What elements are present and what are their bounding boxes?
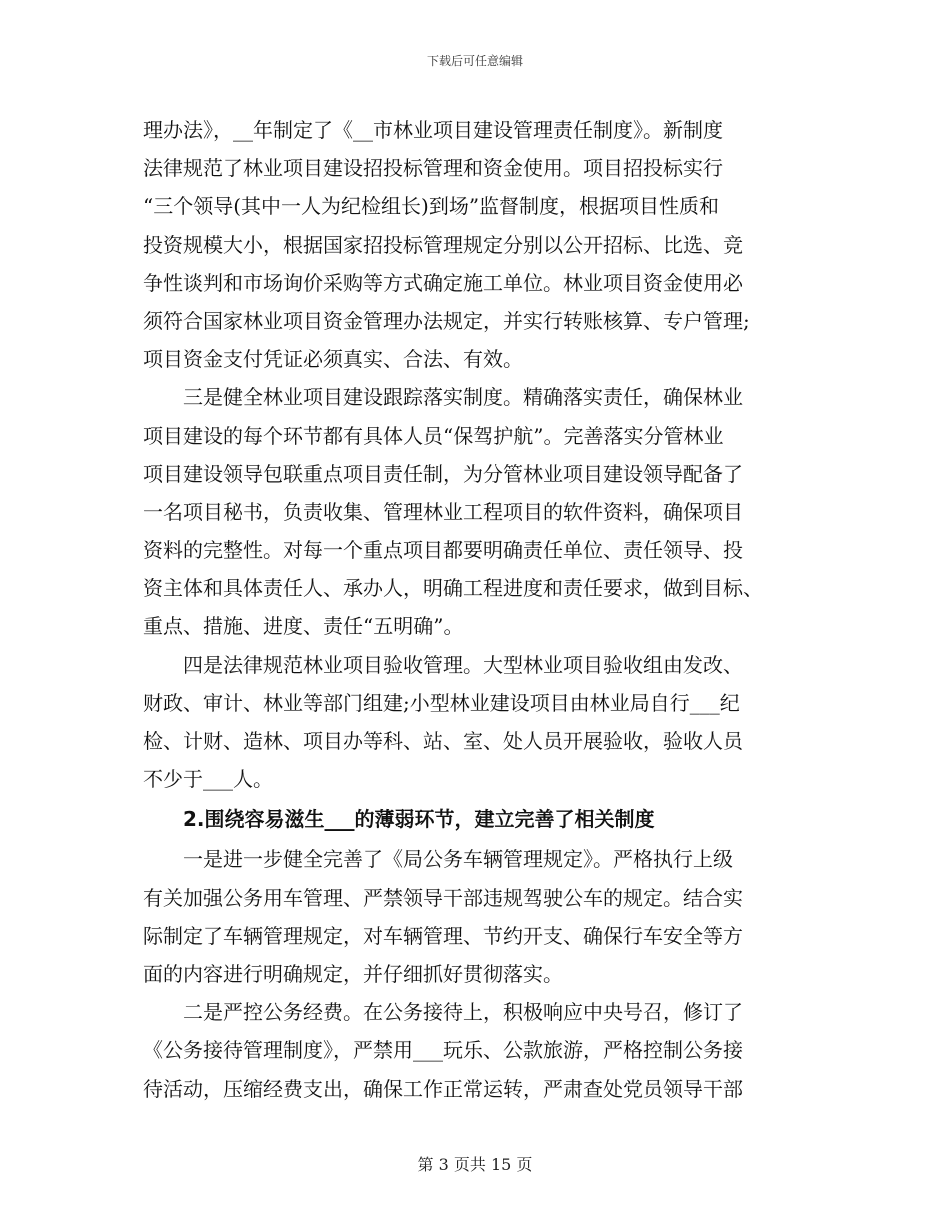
page-header: 下载后可任意编辑 [426,54,523,68]
text-line: 面的内容进行明确规定，并仔细抓好贯彻落实。 [143,961,563,986]
text-line: 二是严控公务经费。在公务接待上，积极响应中央号召，修订了 [143,1000,743,1025]
text-line: 待活动，压缩经费支出，确保工作正常运转，严肃查处党员领导干部 [143,1076,743,1101]
text-line: 争性谈判和市场询价采购等方式确定施工单位。林业项目资金使用必 [143,270,743,295]
text-line: 须符合国家林业项目资金管理办法规定，并实行转账核算、专户管理; [143,308,750,333]
text-line: 际制定了车辆管理规定，对车辆管理、节约开支、确保行车安全等方 [143,923,743,948]
text-line: 理办法》，__年制定了《__市林业项目建设管理责任制度》。新制度 [143,118,723,142]
text-line: 不少于___人。 [143,767,273,792]
text-line: 项目资金支付凭证必须真实、合法、有效。 [143,347,523,372]
page-footer: 第 3 页共 15 页 [417,1155,533,1174]
text-line: 资主体和具体责任人、承办人，明确工程进度和责任要求，做到目标、 [143,576,763,601]
text-line: 一名项目秘书，负责收集、管理林业工程项目的软件资料，确保项目 [143,499,743,524]
text-line: 有关加强公务用车管理、严禁领导干部违规驾驶公车的规定。结合实 [143,885,743,910]
text-line: 投资规模大小，根据国家招投标管理规定分别以公开招标、比选、竞 [143,232,743,257]
text-line: 一是进一步健全完善了《局公务车辆管理规定》。严格执行上级 [143,847,733,872]
text-line: “三个领导(其中一人为纪检组长)到场”监督制度，根据项目性质和 [143,194,720,219]
text-line: 《公务接待管理制度》，严禁用___玩乐、公款旅游，严格控制公务接 [143,1038,743,1063]
text-line: 四是法律规范林业项目验收管理。大型林业项目验收组由发改、 [143,652,743,677]
text-line: 法律规范了林业项目建设招投标管理和资金使用。项目招投标实行 [143,156,723,181]
section-heading: 2.围绕容易滋生___的薄弱环节，建立完善了相关制度 [143,807,655,832]
text-line: 重点、措施、进度、责任“五明确”。 [143,614,464,639]
text-line: 项目建设的每个环节都有具体人员“保驾护航”。完善落实分管林业 [143,423,724,448]
document-body [143,111,810,1108]
text-line: 检、计财、造林、项目办等科、站、室、处人员开展验收，验收人员 [143,729,743,753]
text-line: 三是健全林业项目建设跟踪落实制度。精确落实责任，确保林业 [143,385,743,410]
text-line: 资料的完整性。对每一个重点项目都要明确责任单位、责任领导、投 [143,538,743,563]
text-line: 财政、审计、林业等部门组建;小型林业建设项目由林业局自行___纪 [143,690,740,715]
text-line: 项目建设领导包联重点项目责任制，为分管林业项目建设领导配备了 [143,461,743,486]
